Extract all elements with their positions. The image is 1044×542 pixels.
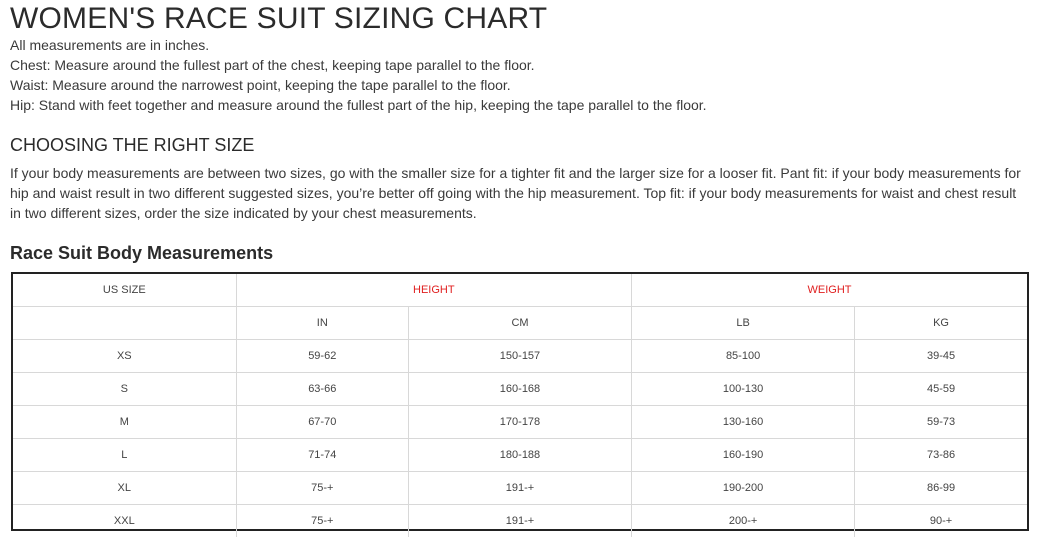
cell-lb: 190-200 <box>632 472 855 505</box>
cell-in: 59-62 <box>236 340 408 373</box>
cell-kg: 86-99 <box>855 472 1027 505</box>
unit-in: IN <box>236 307 408 340</box>
cell-cm: 191-+ <box>408 505 631 538</box>
unit-kg: KG <box>855 307 1027 340</box>
intro-line: Hip: Stand with feet together and measure around the fullest part of the hip, keeping the tape parallel to the floor. <box>10 97 707 113</box>
table-header-row <box>13 274 1027 307</box>
cell-cm: 191-+ <box>408 472 631 505</box>
cell-cm: 180-188 <box>408 439 631 472</box>
intro-line: All measurements are in inches. <box>10 37 210 53</box>
cell-size: XXL <box>13 505 236 538</box>
table-row <box>13 439 1027 472</box>
cell-size: L <box>13 439 236 472</box>
cell-lb: 85-100 <box>632 340 855 373</box>
page-title: WOMEN'S RACE SUIT SIZING CHART <box>10 2 548 35</box>
cell-lb: 130-160 <box>632 406 855 439</box>
header-us-size: US SIZE <box>13 274 236 307</box>
unit-cm: CM <box>408 307 631 340</box>
cell-kg: 39-45 <box>855 340 1027 373</box>
cell-lb: 200-+ <box>632 505 855 538</box>
cell-size: XL <box>13 472 236 505</box>
cell-cm: 170-178 <box>408 406 631 439</box>
cell-lb: 160-190 <box>632 439 855 472</box>
intro-line: Waist: Measure around the narrowest point, keeping the tape parallel to the floor. <box>10 77 511 93</box>
cell-kg: 45-59 <box>855 373 1027 406</box>
table-row <box>13 406 1027 439</box>
units-empty-cell <box>13 307 236 340</box>
cell-kg: 73-86 <box>855 439 1027 472</box>
table-title: Race Suit Body Measurements <box>10 243 274 263</box>
sizing-table-grid <box>13 274 1027 537</box>
choosing-paragraph: If your body measurements are between two sizes, go with the smaller size for a tighter fit and the larger size for a looser fit. Pant fit: if your body measurements for hip and waist result in two different suggested sizes, you’re better off going with the hip measurement. Top fit: if your body measurements for waist and chest result in two different sizes, order the size indicated by your chest measurements. <box>10 165 1021 221</box>
intro-line: Chest: Measure around the fullest part of the chest, keeping tape parallel to the floor. <box>10 57 535 73</box>
sizing-table <box>11 272 1029 531</box>
header-weight: WEIGHT <box>632 274 1027 307</box>
cell-cm: 150-157 <box>408 340 631 373</box>
table-row <box>13 340 1027 373</box>
table-row <box>13 505 1027 538</box>
table-row <box>13 373 1027 406</box>
intro-block <box>10 35 707 115</box>
table-row <box>13 472 1027 505</box>
cell-in: 75-+ <box>236 472 408 505</box>
cell-size: M <box>13 406 236 439</box>
header-height: HEIGHT <box>236 274 631 307</box>
unit-lb: LB <box>632 307 855 340</box>
cell-kg: 59-73 <box>855 406 1027 439</box>
cell-in: 63-66 <box>236 373 408 406</box>
cell-kg: 90-+ <box>929 515 953 527</box>
cell-in: 67-70 <box>236 406 408 439</box>
choosing-heading: CHOOSING THE RIGHT SIZE <box>10 135 255 155</box>
cell-lb: 100-130 <box>632 373 855 406</box>
cell-in: 71-74 <box>236 439 408 472</box>
table-units-row <box>13 307 1027 340</box>
cell-size: S <box>13 373 236 406</box>
cell-in: 75-+ <box>236 505 408 538</box>
cell-cm: 160-168 <box>408 373 631 406</box>
cell-size: XS <box>13 340 236 373</box>
